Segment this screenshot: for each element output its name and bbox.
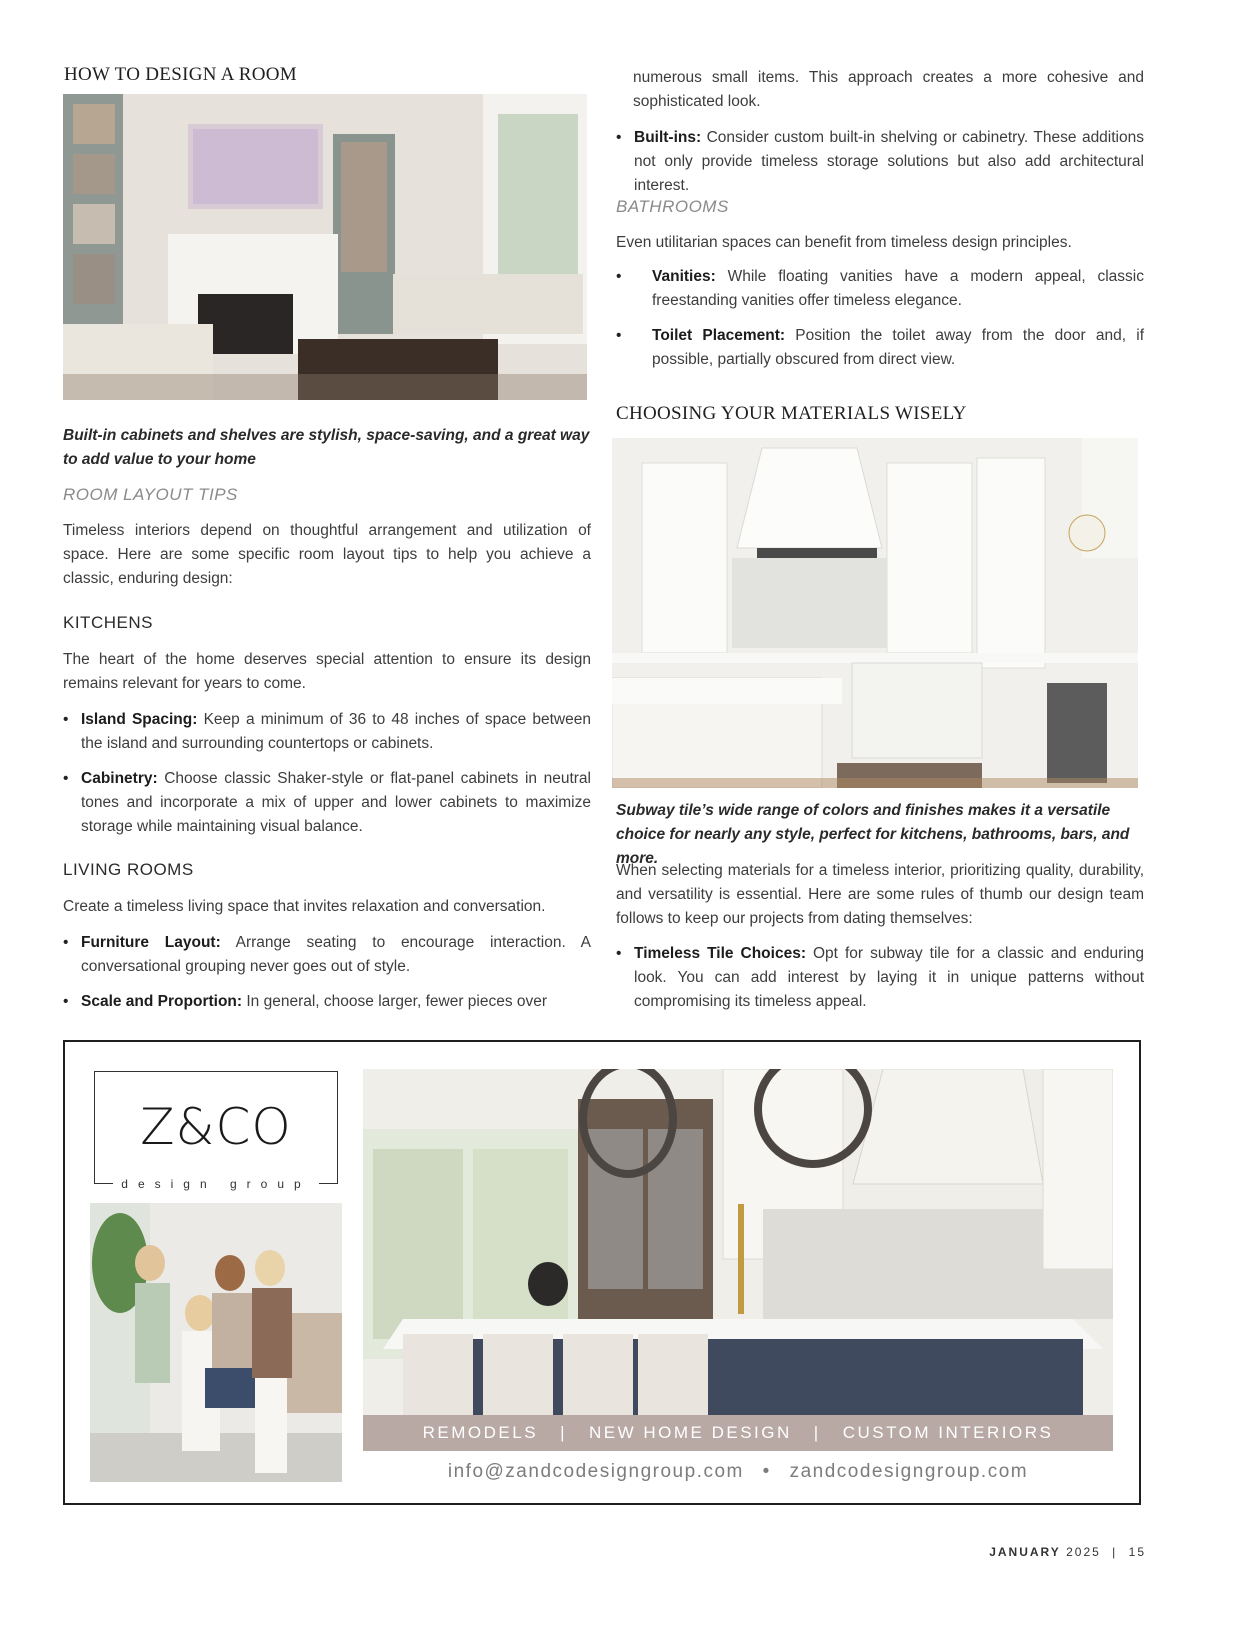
footer-divider: |: [1112, 1545, 1118, 1559]
kitchen-bullets: [63, 708, 591, 839]
living-room-photo: [63, 94, 587, 400]
bathrooms-title: BATHROOMS: [616, 197, 729, 216]
service-remodels: REMODELS: [422, 1423, 539, 1442]
kitchens-title: KITCHENS: [63, 613, 153, 632]
list-item: • Toilet Placement: Position the toilet away from the door and, if possible, partially obscured from direct view.: [616, 327, 1144, 368]
contact-line: [363, 1461, 1113, 1483]
builtins-bullet: [616, 126, 1144, 198]
room-layout-title: ROOM LAYOUT TIPS: [63, 485, 238, 504]
service-custom-interiors: CUSTOM INTERIORS: [842, 1423, 1054, 1442]
footer-year: 2025: [1066, 1545, 1101, 1559]
contact-bullet: •: [762, 1461, 771, 1482]
section-heading-design-room: HOW TO DESIGN A ROOM: [64, 64, 297, 85]
services-bar: [363, 1415, 1113, 1451]
ad-kitchen-photo: [363, 1069, 1113, 1415]
living-bullets: [63, 931, 591, 1014]
bathroom-bullets: [616, 265, 1144, 372]
page-footer: [989, 1545, 1146, 1559]
tile-bullet: [616, 942, 1144, 1014]
list-item: • Timeless Tile Choices: Opt for subway tile for a classic and enduring look. You can add interest by laying it in unique patterns without compromising its timeless appeal.: [616, 945, 1144, 1010]
kitchen-caption: Subway tile’s wide range of colors and finishes makes it a versatile choice for nearly any style, perfect for kitchens, bathrooms, bars, and more.: [616, 802, 1130, 867]
materials-intro: When selecting materials for a timeless interior, prioritizing quality, durability, and versatility is essential. Here are some rules of thumb our design team follows to keep our projects from dating themselves:: [616, 862, 1144, 927]
kitchen-photo: [612, 438, 1138, 788]
list-item: • Built-ins: Consider custom built-in shelving or cabinetry. These additions not only provide timeless storage solutions but also add architectural interest.: [616, 129, 1144, 194]
list-item: • Cabinetry: Choose classic Shaker-style or flat-panel cabinets in neutral tones and incorporate a mix of upper and lower cabinets to maximize storage while maintaining visual balance.: [63, 770, 591, 835]
layout-intro: Timeless interiors depend on thoughtful arrangement and utilization of space. Here are some specific room layout tips to help you achieve a classic, enduring design:: [63, 522, 591, 587]
living-rooms-title: LIVING ROOMS: [63, 860, 194, 879]
logo-tagline-wrap: [94, 1175, 338, 1195]
list-item: • Island Spacing: Keep a minimum of 36 to 48 inches of space between the island and surrounding countertops or cabinets.: [63, 711, 591, 752]
list-item: • Scale and Proportion: In general, choose larger, fewer pieces over: [63, 993, 548, 1010]
logo-tagline: design group: [113, 1177, 318, 1191]
living-intro: Create a timeless living space that invites relaxation and conversation.: [63, 898, 546, 915]
page-number: 15: [1128, 1545, 1146, 1559]
logo-wordmark: Z&CO: [140, 1098, 292, 1156]
living-room-caption: Built-in cabinets and shelves are stylish, space-saving, and a great way to add value to your home: [63, 427, 590, 468]
bathrooms-intro: Even utilitarian spaces can benefit from timeless design principles.: [616, 234, 1072, 251]
list-item: • Vanities: While floating vanities have a modern appeal, classic freestanding vanities offer timeless elegance.: [616, 268, 1144, 309]
section-heading-materials: CHOOSING YOUR MATERIALS WISELY: [616, 403, 967, 424]
footer-month: JANUARY: [989, 1545, 1061, 1559]
kitchens-intro: The heart of the home deserves special attention to ensure its design remains relevant for years to come.: [63, 651, 591, 692]
team-photo: [90, 1203, 342, 1482]
list-item: • Furniture Layout: Arrange seating to encourage interaction. A conversational grouping never goes out of style.: [63, 934, 591, 975]
contact-website[interactable]: zandcodesigngroup.com: [789, 1461, 1029, 1482]
service-separator: |: [813, 1423, 821, 1442]
company-logo: [94, 1071, 338, 1184]
service-separator: |: [560, 1423, 567, 1442]
service-new-home-design: NEW HOME DESIGN: [588, 1423, 792, 1442]
contact-email[interactable]: info@zandcodesigngroup.com: [447, 1461, 744, 1482]
continued-text: numerous small items. This approach creates a more cohesive and sophisticated look.: [633, 69, 1144, 110]
